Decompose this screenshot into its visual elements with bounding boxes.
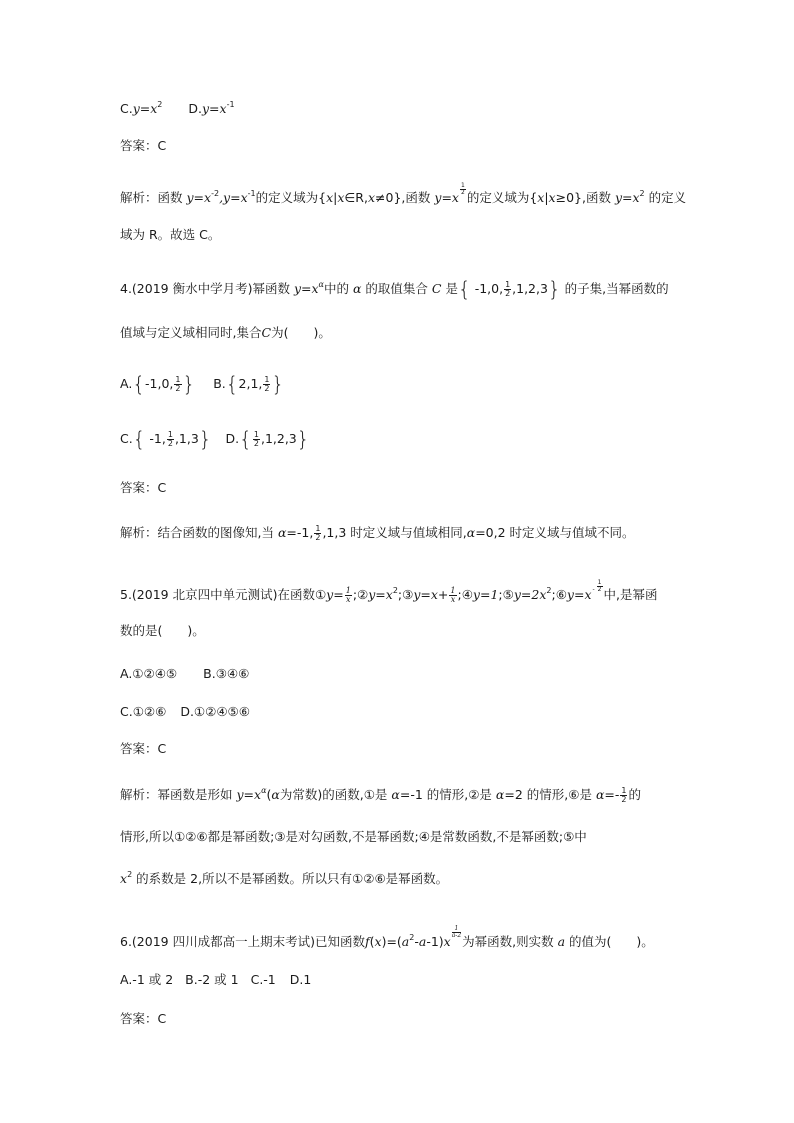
q3-opt-d: $D.y=x^{-1}$ xyxy=(188,100,235,116)
q3-explanation-line2: 域为 R。故选 C。 xyxy=(120,227,221,242)
q4-stem-line1: 4.(2019 衡水中学月考)幂函数 $y=x^\alpha$中的 α 的取值集合 C 是{ -1,0, $\frac{1}{2}$ ,1,2,3} 的子集,当幂函数的 xyxy=(120,277,669,301)
q5-opt-b: B.③④⑥ xyxy=(203,666,250,681)
q4-explanation: 解析：结合函数的图像知,当 α=-1, $\frac{1}{2}$ ,1,3 时定义域与值域相同,α=0,2 时定义域与值域不同。 xyxy=(120,524,635,542)
q5-options-ab xyxy=(120,665,249,683)
q5-opt-c: C.①②⑥ xyxy=(120,704,167,719)
q5-answer: 答案：C xyxy=(120,741,167,756)
q6-answer: 答案：C xyxy=(120,1011,167,1026)
q4-options-ab xyxy=(120,372,285,396)
q3-options-cd xyxy=(120,100,235,118)
q4-stem-line2: 值域与定义域相同时,集合C为( )。 xyxy=(120,325,331,340)
q5-explanation-line1: 解析：幂函数是形如 $y=x^\alpha(\alpha$为常数)的函数,①是 α=-1 的情形,②是 α=2 的情形,⑥是 α=- $\frac{1}{2}$ 的 xyxy=(120,786,641,804)
q5-opt-a: A.①②④⑤ xyxy=(120,666,178,681)
q4-fraction-half: $\frac{1}{2}$ xyxy=(505,280,511,298)
q6-opt-d: D.1 xyxy=(289,972,312,987)
q3-explanation-line1: 解析：函数 $y=x^{-2},y=x^{-1}$的定义域为{x|x∈R,x≠0},函数 y=x $\frac{1}{2}$ 的定义域为{x|x≥0},函数 $y=x^2$ 的定义 xyxy=(120,182,687,205)
q5-stem-line2: 数的是( )。 xyxy=(120,623,205,638)
q6-opt-a: A.-1 或 2 xyxy=(120,972,174,987)
q4-opt-c: C.{ -1, $\frac{1}{2}$ ,1,3} xyxy=(120,427,212,451)
q4-answer: 答案：C xyxy=(120,480,167,495)
q4-opt-b: B.{2,1, $\frac{1}{2}$ } xyxy=(213,372,285,396)
q6-opt-b: B.-2 或 1 xyxy=(185,972,239,987)
q5-options-cd xyxy=(120,703,250,721)
q6-stem: 6.(2019 四川成都高一上期末考试)已知函数$f(x)=(a^2-a-1)x$ $\frac{1}{a-2}$ 为幂函数,则实数 a 的值为( )。 xyxy=(120,925,654,949)
q5-stem-line1: 5.(2019 北京四中单元测试)在函数①y= $\frac{1}{x}$ $;②y=x^2;③y=x+$ $\frac{1}{x}$ $;④y=1;⑤y=2x^2;⑥y=x-$ $\frac{1}{2}$ 中,是幂函 xyxy=(120,579,658,604)
q3-answer: 答案：C xyxy=(120,138,167,153)
q4-opt-a: A.{-1,0, $\frac{1}{2}$ } xyxy=(120,372,196,396)
q3-opt-c: $C.y=x^2$ xyxy=(120,100,163,116)
q4-options-cd xyxy=(120,427,310,451)
q5-explanation-line2: 情形,所以①②⑥都是幂函数;③是对勾函数,不是幂函数;④是常数函数,不是幂函数;⑤中 xyxy=(120,829,587,844)
q6-options xyxy=(120,971,311,989)
q5-explanation-line3: $x^2$ 的系数是 2,所以不是幂函数。所以只有①②⑥是幂函数。 xyxy=(120,870,449,886)
q6-opt-c: C.-1 xyxy=(250,972,276,987)
q4-opt-d: D.{ $\frac{1}{2}$ ,1,2,3} xyxy=(225,427,310,451)
q5-opt-d: D.①②④⑤⑥ xyxy=(180,704,250,719)
q3-half-exponent: $\frac{1}{2}$ xyxy=(460,182,465,196)
